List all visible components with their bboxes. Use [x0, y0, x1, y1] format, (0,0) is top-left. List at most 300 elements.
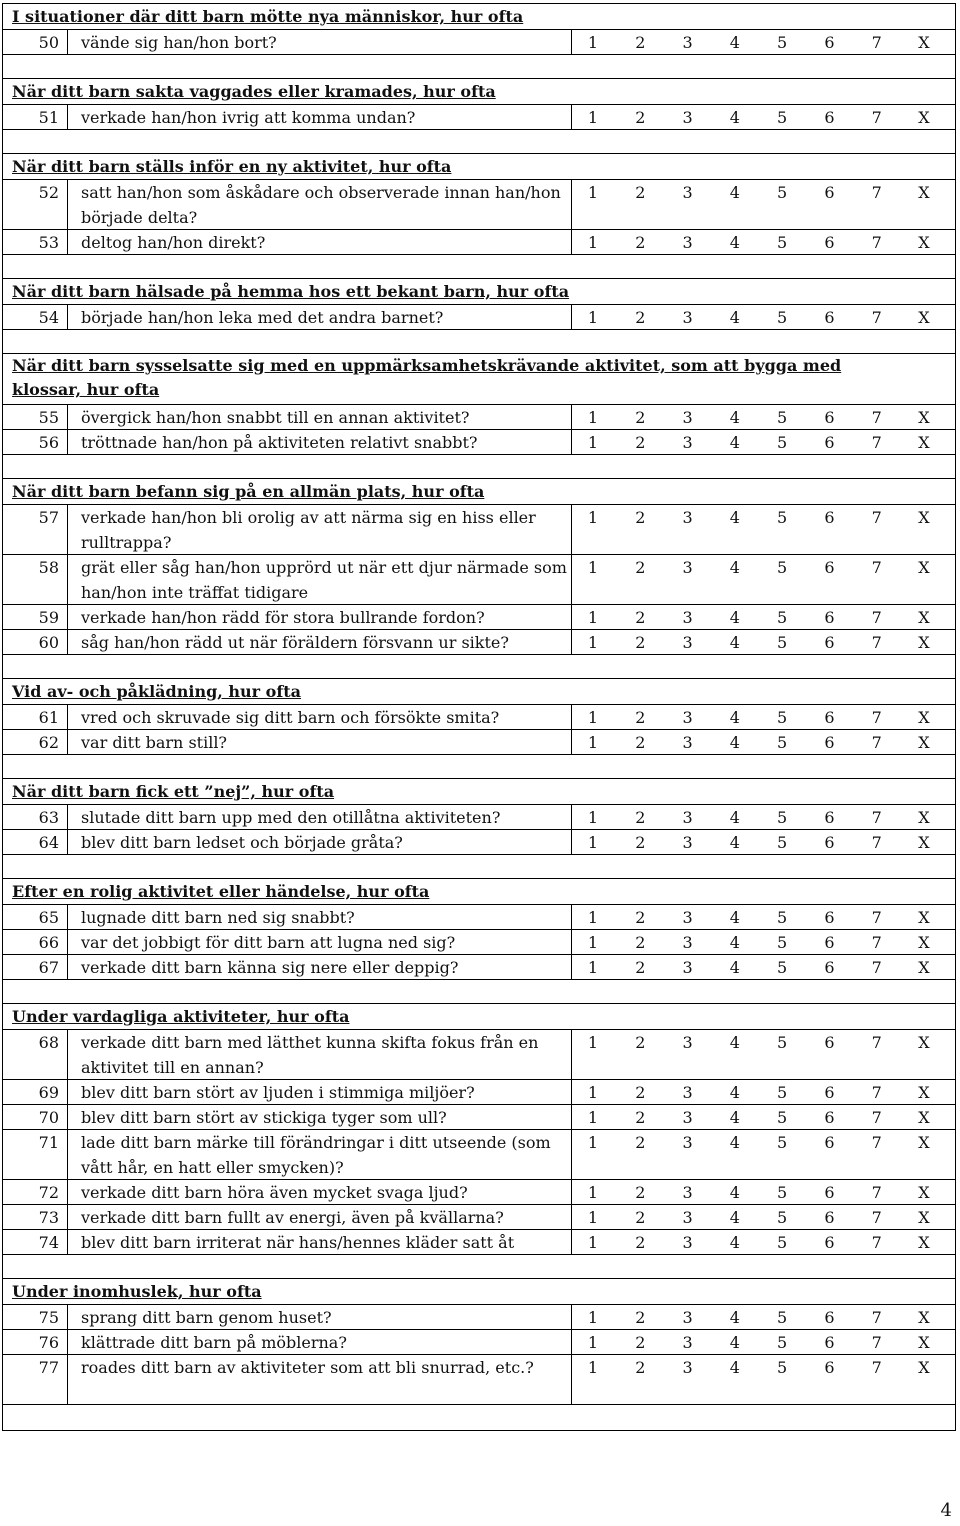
scale-option[interactable]: 7	[871, 908, 882, 927]
scale-option[interactable]: 2	[635, 833, 646, 852]
answer-scale[interactable]	[572, 705, 956, 729]
question-text: verkade ditt barn fullt av energi, även på kvällarna?	[68, 1205, 572, 1229]
section-header: När ditt barn fick ett ”nej”, hur ofta	[12, 782, 335, 801]
question-number: 61	[2, 705, 68, 729]
question-text: blev ditt barn ledset och började gråta?	[68, 830, 572, 854]
question-row	[2, 1229, 956, 1254]
question-row	[2, 554, 956, 604]
answer-scale[interactable]	[572, 905, 956, 929]
scale-option[interactable]: 1	[587, 183, 599, 202]
scale-option[interactable]: X	[918, 508, 930, 527]
scale-option[interactable]: 4	[729, 1033, 740, 1052]
scale-option[interactable]: 3	[682, 933, 693, 952]
question-row	[2, 804, 956, 829]
section-header: Under vardagliga aktiviteter, hur ofta	[12, 1007, 350, 1026]
scale-option[interactable]: 2	[635, 1208, 646, 1227]
scale-option[interactable]: 3	[682, 733, 693, 752]
scale-option[interactable]: 5	[777, 933, 788, 952]
question-text: vred och skruvade sig ditt barn och försökte smita?	[68, 705, 572, 729]
scale-option[interactable]: 7	[871, 633, 882, 652]
scale-option[interactable]: 3	[682, 833, 693, 852]
scale-option[interactable]: 2	[635, 933, 646, 952]
scale-option[interactable]: 1	[587, 108, 599, 127]
answer-scale[interactable]	[572, 1355, 956, 1404]
questionnaire-rows	[2, 4, 956, 1428]
scale-option[interactable]: 1	[587, 833, 599, 852]
scale-option[interactable]: 2	[635, 508, 646, 527]
scale-option[interactable]: 7	[871, 408, 882, 427]
scale-option[interactable]: 4	[729, 1108, 740, 1127]
scale-option[interactable]: 1	[587, 633, 599, 652]
scale-option[interactable]: 5	[777, 433, 788, 452]
scale-option[interactable]: 6	[824, 908, 835, 927]
scale-option[interactable]: 2	[635, 733, 646, 752]
scale-option[interactable]: 4	[729, 1183, 740, 1202]
scale-option[interactable]: 6	[824, 933, 835, 952]
question-row	[2, 104, 956, 129]
scale-option[interactable]: 6	[824, 708, 835, 727]
scale-option[interactable]: 4	[729, 1083, 740, 1102]
question-section	[2, 278, 956, 353]
answer-scale[interactable]	[572, 405, 956, 429]
scale-option[interactable]: 3	[682, 633, 693, 652]
scale-option[interactable]: 1	[587, 908, 599, 927]
answer-scale[interactable]	[572, 730, 956, 754]
question-text: roades ditt barn av aktiviteter som att bli snurrad, etc.?	[68, 1355, 572, 1404]
scale-option[interactable]: 1	[587, 1208, 599, 1227]
scale-option[interactable]: X	[918, 33, 930, 52]
scale-option[interactable]: 6	[824, 1308, 835, 1327]
scale-option[interactable]: 3	[682, 408, 693, 427]
scale-option[interactable]: 2	[635, 1333, 646, 1352]
scale-option[interactable]: 3	[682, 1308, 693, 1327]
answer-scale[interactable]	[572, 505, 956, 554]
scale-option[interactable]: 4	[729, 508, 740, 527]
scale-option[interactable]: 5	[777, 558, 788, 577]
scale-option[interactable]: X	[918, 558, 930, 577]
scale-option[interactable]: 6	[824, 1333, 835, 1352]
scale-option[interactable]: 3	[682, 1083, 693, 1102]
scale-option[interactable]: 2	[635, 958, 646, 977]
question-number: 57	[2, 505, 68, 554]
question-text: verkade han/hon ivrig att komma undan?	[68, 105, 572, 129]
scale-option[interactable]: 6	[824, 833, 835, 852]
scale-option[interactable]: 7	[871, 933, 882, 952]
scale-option[interactable]: 7	[871, 308, 882, 327]
scale-option[interactable]: X	[918, 408, 930, 427]
scale-option[interactable]: 4	[729, 1333, 740, 1352]
scale-option[interactable]: 7	[871, 1233, 882, 1252]
scale-option[interactable]: 6	[824, 958, 835, 977]
scale-option[interactable]: 7	[871, 33, 882, 52]
question-section	[2, 153, 956, 278]
answer-scale[interactable]	[572, 1205, 956, 1229]
scale-option[interactable]: 4	[729, 1358, 740, 1377]
scale-option[interactable]: 7	[871, 958, 882, 977]
scale-option[interactable]: X	[918, 1033, 930, 1052]
question-row	[2, 704, 956, 729]
scale-option[interactable]: 4	[729, 233, 740, 252]
scale-option[interactable]: 4	[729, 933, 740, 952]
scale-option[interactable]: 6	[824, 808, 835, 827]
scale-option[interactable]: 5	[777, 1133, 788, 1152]
scale-option[interactable]: 5	[777, 708, 788, 727]
scale-option[interactable]: 1	[587, 1333, 599, 1352]
scale-option[interactable]: 2	[635, 1183, 646, 1202]
answer-scale[interactable]	[572, 955, 956, 979]
scale-option[interactable]: X	[918, 1083, 930, 1102]
scale-option[interactable]: 6	[824, 183, 835, 202]
question-number: 70	[2, 1105, 68, 1129]
scale-option[interactable]: 2	[635, 1308, 646, 1327]
scale-option[interactable]: 7	[871, 508, 882, 527]
scale-option[interactable]: 5	[777, 633, 788, 652]
scale-option[interactable]: 4	[729, 958, 740, 977]
scale-option[interactable]: 1	[587, 608, 599, 627]
question-number: 68	[2, 1030, 68, 1079]
scale-option[interactable]: 6	[824, 558, 835, 577]
scale-option[interactable]: 2	[635, 308, 646, 327]
scale-option[interactable]: 2	[635, 108, 646, 127]
scale-option[interactable]: 1	[587, 1033, 599, 1052]
scale-option[interactable]: 3	[682, 1183, 693, 1202]
scale-option[interactable]: 4	[729, 308, 740, 327]
section-header: Under inomhuslek, hur ofta	[12, 1282, 262, 1301]
section-header: När ditt barn sysselsatte sig med en uppmärksamhetskrävande aktivitet, som att bygga med klossar, hur ofta	[12, 356, 842, 399]
answer-scale[interactable]	[572, 305, 956, 329]
question-text: lade ditt barn märke till förändringar i ditt utseende (som vått hår, en hatt eller smycken)?	[68, 1130, 572, 1179]
question-row	[2, 179, 956, 229]
question-text: blev ditt barn stört av stickiga tyger som ull?	[68, 1105, 572, 1129]
question-number: 50	[2, 30, 68, 54]
scale-option[interactable]: 3	[682, 1133, 693, 1152]
answer-scale[interactable]	[572, 1030, 956, 1079]
question-text: grät eller såg han/hon upprörd ut när ett djur närmade som han/hon inte träffat tidigare	[68, 555, 572, 604]
scale-option[interactable]: 4	[729, 908, 740, 927]
answer-scale[interactable]	[572, 555, 956, 604]
section-header: När ditt barn hälsade på hemma hos ett bekant barn, hur ofta	[12, 282, 570, 301]
scale-option[interactable]: 4	[729, 108, 740, 127]
scale-option[interactable]: X	[918, 433, 930, 452]
scale-option[interactable]: X	[918, 958, 930, 977]
scale-option[interactable]: 6	[824, 108, 835, 127]
scale-option[interactable]: 1	[587, 1108, 599, 1127]
scale-option[interactable]: 6	[824, 33, 835, 52]
answer-scale[interactable]	[572, 1180, 956, 1204]
scale-option[interactable]: 1	[587, 408, 599, 427]
scale-option[interactable]: 6	[824, 233, 835, 252]
answer-scale[interactable]	[572, 1305, 956, 1329]
scale-option[interactable]: 6	[824, 1358, 835, 1377]
answer-scale[interactable]	[572, 630, 956, 654]
question-text: verkade ditt barn med lätthet kunna skifta fokus från en aktivitet till en annan?	[68, 1030, 572, 1079]
scale-option[interactable]: 2	[635, 1083, 646, 1102]
scale-option[interactable]: X	[918, 908, 930, 927]
scale-option[interactable]: 5	[777, 958, 788, 977]
section-spacer	[2, 854, 956, 878]
scale-option[interactable]: 3	[682, 1358, 693, 1377]
scale-option[interactable]: X	[918, 1308, 930, 1327]
scale-option[interactable]: 3	[682, 608, 693, 627]
scale-option[interactable]: 5	[777, 408, 788, 427]
scale-option[interactable]: 6	[824, 1083, 835, 1102]
scale-option[interactable]: 5	[777, 1183, 788, 1202]
question-number: 69	[2, 1080, 68, 1104]
question-text: verkade han/hon bli orolig av att närma sig en hiss eller rulltrappa?	[68, 505, 572, 554]
scale-option[interactable]: 2	[635, 1033, 646, 1052]
scale-option[interactable]: X	[918, 1333, 930, 1352]
scale-option[interactable]: 7	[871, 1033, 882, 1052]
scale-option[interactable]: 5	[777, 1233, 788, 1252]
question-row	[2, 1179, 956, 1204]
scale-option[interactable]: 2	[635, 183, 646, 202]
scale-option[interactable]: 6	[824, 1108, 835, 1127]
scale-option[interactable]: 7	[871, 1308, 882, 1327]
scale-option[interactable]: 5	[777, 183, 788, 202]
scale-option[interactable]: 1	[587, 508, 599, 527]
scale-option[interactable]: 4	[729, 608, 740, 627]
answer-scale[interactable]	[572, 430, 956, 454]
answer-scale[interactable]	[572, 1230, 956, 1254]
scale-option[interactable]: 1	[587, 33, 599, 52]
scale-option[interactable]: 5	[777, 33, 788, 52]
scale-option[interactable]: 3	[682, 508, 693, 527]
scale-option[interactable]: 3	[682, 808, 693, 827]
scale-option[interactable]: 2	[635, 33, 646, 52]
scale-option[interactable]: 1	[587, 808, 599, 827]
answer-scale[interactable]	[572, 1330, 956, 1354]
scale-option[interactable]: 4	[729, 808, 740, 827]
scale-option[interactable]: 1	[587, 933, 599, 952]
scale-option[interactable]: 6	[824, 508, 835, 527]
answer-scale[interactable]	[572, 930, 956, 954]
answer-scale[interactable]	[572, 1080, 956, 1104]
question-section	[2, 1278, 956, 1428]
scale-option[interactable]: X	[918, 633, 930, 652]
scale-option[interactable]: 6	[824, 408, 835, 427]
scale-option[interactable]: 3	[682, 708, 693, 727]
scale-option[interactable]: 7	[871, 558, 882, 577]
scale-option[interactable]: 2	[635, 608, 646, 627]
scale-option[interactable]: 3	[682, 558, 693, 577]
scale-option[interactable]: 2	[635, 633, 646, 652]
question-number: 62	[2, 730, 68, 754]
scale-option[interactable]: 3	[682, 108, 693, 127]
answer-scale[interactable]	[572, 605, 956, 629]
scale-option[interactable]: 3	[682, 308, 693, 327]
scale-option[interactable]: X	[918, 1183, 930, 1202]
scale-option[interactable]: 1	[587, 708, 599, 727]
question-text: var det jobbigt för ditt barn att lugna ned sig?	[68, 930, 572, 954]
scale-option[interactable]: 4	[729, 733, 740, 752]
scale-option[interactable]: 4	[729, 708, 740, 727]
answer-scale[interactable]	[572, 830, 956, 854]
question-text: vände sig han/hon bort?	[68, 30, 572, 54]
scale-option[interactable]: 6	[824, 308, 835, 327]
scale-option[interactable]: 4	[729, 33, 740, 52]
scale-option[interactable]: 5	[777, 1033, 788, 1052]
scale-option[interactable]: 4	[729, 633, 740, 652]
scale-option[interactable]: 4	[729, 183, 740, 202]
scale-option[interactable]: X	[918, 733, 930, 752]
scale-option[interactable]: 7	[871, 433, 882, 452]
scale-option[interactable]: 2	[635, 233, 646, 252]
scale-option[interactable]: 5	[777, 908, 788, 927]
scale-option[interactable]: 1	[587, 1083, 599, 1102]
scale-option[interactable]: X	[918, 308, 930, 327]
scale-option[interactable]: 1	[587, 558, 599, 577]
scale-option[interactable]: X	[918, 1133, 930, 1152]
scale-option[interactable]: 2	[635, 808, 646, 827]
scale-option[interactable]: 5	[777, 1308, 788, 1327]
section-header: I situationer där ditt barn mötte nya människor, hur ofta	[12, 7, 524, 26]
scale-option[interactable]: 7	[871, 833, 882, 852]
scale-option[interactable]: 1	[587, 958, 599, 977]
scale-option[interactable]: 2	[635, 1358, 646, 1377]
question-text: satt han/hon som åskådare och observerade innan han/hon började delta?	[68, 180, 572, 229]
question-text: blev ditt barn irriterat när hans/hennes kläder satt åt	[68, 1230, 572, 1254]
scale-option[interactable]: 3	[682, 908, 693, 927]
scale-option[interactable]: X	[918, 933, 930, 952]
scale-option[interactable]: 4	[729, 558, 740, 577]
scale-option[interactable]: X	[918, 1358, 930, 1377]
scale-option[interactable]: X	[918, 233, 930, 252]
scale-option[interactable]: 1	[587, 1358, 599, 1377]
question-number: 63	[2, 805, 68, 829]
scale-option[interactable]: 7	[871, 608, 882, 627]
scale-option[interactable]: 5	[777, 508, 788, 527]
scale-option[interactable]: 4	[729, 833, 740, 852]
answer-scale[interactable]	[572, 805, 956, 829]
section-spacer	[2, 54, 956, 78]
section-header: När ditt barn befann sig på en allmän plats, hur ofta	[12, 482, 485, 501]
answer-scale[interactable]	[572, 30, 956, 54]
scale-option[interactable]: 2	[635, 708, 646, 727]
scale-option[interactable]: 7	[871, 1208, 882, 1227]
answer-scale[interactable]	[572, 105, 956, 129]
scale-option[interactable]: 3	[682, 1233, 693, 1252]
scale-option[interactable]: 6	[824, 1033, 835, 1052]
scale-option[interactable]: 5	[777, 1333, 788, 1352]
scale-option[interactable]: 5	[777, 833, 788, 852]
scale-option[interactable]: 6	[824, 633, 835, 652]
scale-option[interactable]: 7	[871, 183, 882, 202]
question-number: 51	[2, 105, 68, 129]
scale-option[interactable]: 1	[587, 733, 599, 752]
scale-option[interactable]: 4	[729, 1308, 740, 1327]
scale-option[interactable]: 3	[682, 233, 693, 252]
scale-option[interactable]: X	[918, 708, 930, 727]
scale-option[interactable]: 7	[871, 1358, 882, 1377]
scale-option[interactable]: 3	[682, 183, 693, 202]
scale-option[interactable]: 2	[635, 408, 646, 427]
scale-option[interactable]: 7	[871, 1183, 882, 1202]
scale-option[interactable]: 7	[871, 1333, 882, 1352]
scale-option[interactable]: 6	[824, 433, 835, 452]
scale-option[interactable]: 7	[871, 1083, 882, 1102]
scale-option[interactable]: 7	[871, 1108, 882, 1127]
scale-option[interactable]: 2	[635, 1133, 646, 1152]
scale-option[interactable]: 6	[824, 1208, 835, 1227]
scale-option[interactable]: 7	[871, 1133, 882, 1152]
scale-option[interactable]: 5	[777, 233, 788, 252]
scale-option[interactable]: 2	[635, 908, 646, 927]
scale-option[interactable]: 3	[682, 433, 693, 452]
scale-option[interactable]: 1	[587, 1183, 599, 1202]
scale-option[interactable]: X	[918, 1208, 930, 1227]
scale-option[interactable]: 6	[824, 608, 835, 627]
scale-option[interactable]: 1	[587, 1233, 599, 1252]
answer-scale[interactable]	[572, 1105, 956, 1129]
scale-option[interactable]: 7	[871, 108, 882, 127]
scale-option[interactable]: 1	[587, 308, 599, 327]
question-row	[2, 229, 956, 254]
scale-option[interactable]: 5	[777, 1083, 788, 1102]
scale-option[interactable]: 6	[824, 733, 835, 752]
scale-option[interactable]: 3	[682, 33, 693, 52]
scale-option[interactable]: 3	[682, 1108, 693, 1127]
scale-option[interactable]: X	[918, 183, 930, 202]
scale-option[interactable]: 7	[871, 708, 882, 727]
scale-option[interactable]: 5	[777, 733, 788, 752]
scale-option[interactable]: 7	[871, 808, 882, 827]
scale-option[interactable]: 6	[824, 1183, 835, 1202]
scale-option[interactable]: X	[918, 608, 930, 627]
scale-option[interactable]: 7	[871, 233, 882, 252]
scale-option[interactable]: 1	[587, 233, 599, 252]
scale-option[interactable]: 4	[729, 1208, 740, 1227]
scale-option[interactable]: 2	[635, 558, 646, 577]
scale-option[interactable]: 1	[587, 433, 599, 452]
scale-option[interactable]: 5	[777, 1108, 788, 1127]
scale-option[interactable]: 2	[635, 433, 646, 452]
scale-option[interactable]: 3	[682, 1333, 693, 1352]
scale-option[interactable]: 5	[777, 1358, 788, 1377]
question-number: 74	[2, 1230, 68, 1254]
scale-option[interactable]: 3	[682, 958, 693, 977]
scale-option[interactable]: 5	[777, 308, 788, 327]
scale-option[interactable]: 6	[824, 1233, 835, 1252]
answer-scale[interactable]	[572, 1130, 956, 1179]
scale-option[interactable]: 4	[729, 1233, 740, 1252]
scale-option[interactable]: 5	[777, 608, 788, 627]
scale-option[interactable]: X	[918, 1108, 930, 1127]
scale-option[interactable]: 4	[729, 408, 740, 427]
scale-option[interactable]: X	[918, 1233, 930, 1252]
scale-option[interactable]: X	[918, 108, 930, 127]
scale-option[interactable]: X	[918, 833, 930, 852]
question-text: övergick han/hon snabbt till en annan aktivitet?	[68, 405, 572, 429]
scale-option[interactable]: 2	[635, 1233, 646, 1252]
scale-option[interactable]: 4	[729, 1133, 740, 1152]
answer-scale[interactable]	[572, 230, 956, 254]
scale-option[interactable]: 5	[777, 808, 788, 827]
scale-option[interactable]: 1	[587, 1133, 599, 1152]
scale-option[interactable]: 1	[587, 1308, 599, 1327]
scale-option[interactable]: 3	[682, 1208, 693, 1227]
scale-option[interactable]: 2	[635, 1108, 646, 1127]
scale-option[interactable]: 4	[729, 433, 740, 452]
scale-option[interactable]: 7	[871, 733, 882, 752]
scale-option[interactable]: 3	[682, 1033, 693, 1052]
answer-scale[interactable]	[572, 180, 956, 229]
scale-option[interactable]: X	[918, 808, 930, 827]
question-row	[2, 29, 956, 54]
question-text: såg han/hon rädd ut när föräldern försvann ur sikte?	[68, 630, 572, 654]
scale-option[interactable]: 5	[777, 1208, 788, 1227]
scale-option[interactable]: 6	[824, 1133, 835, 1152]
scale-option[interactable]: 5	[777, 108, 788, 127]
